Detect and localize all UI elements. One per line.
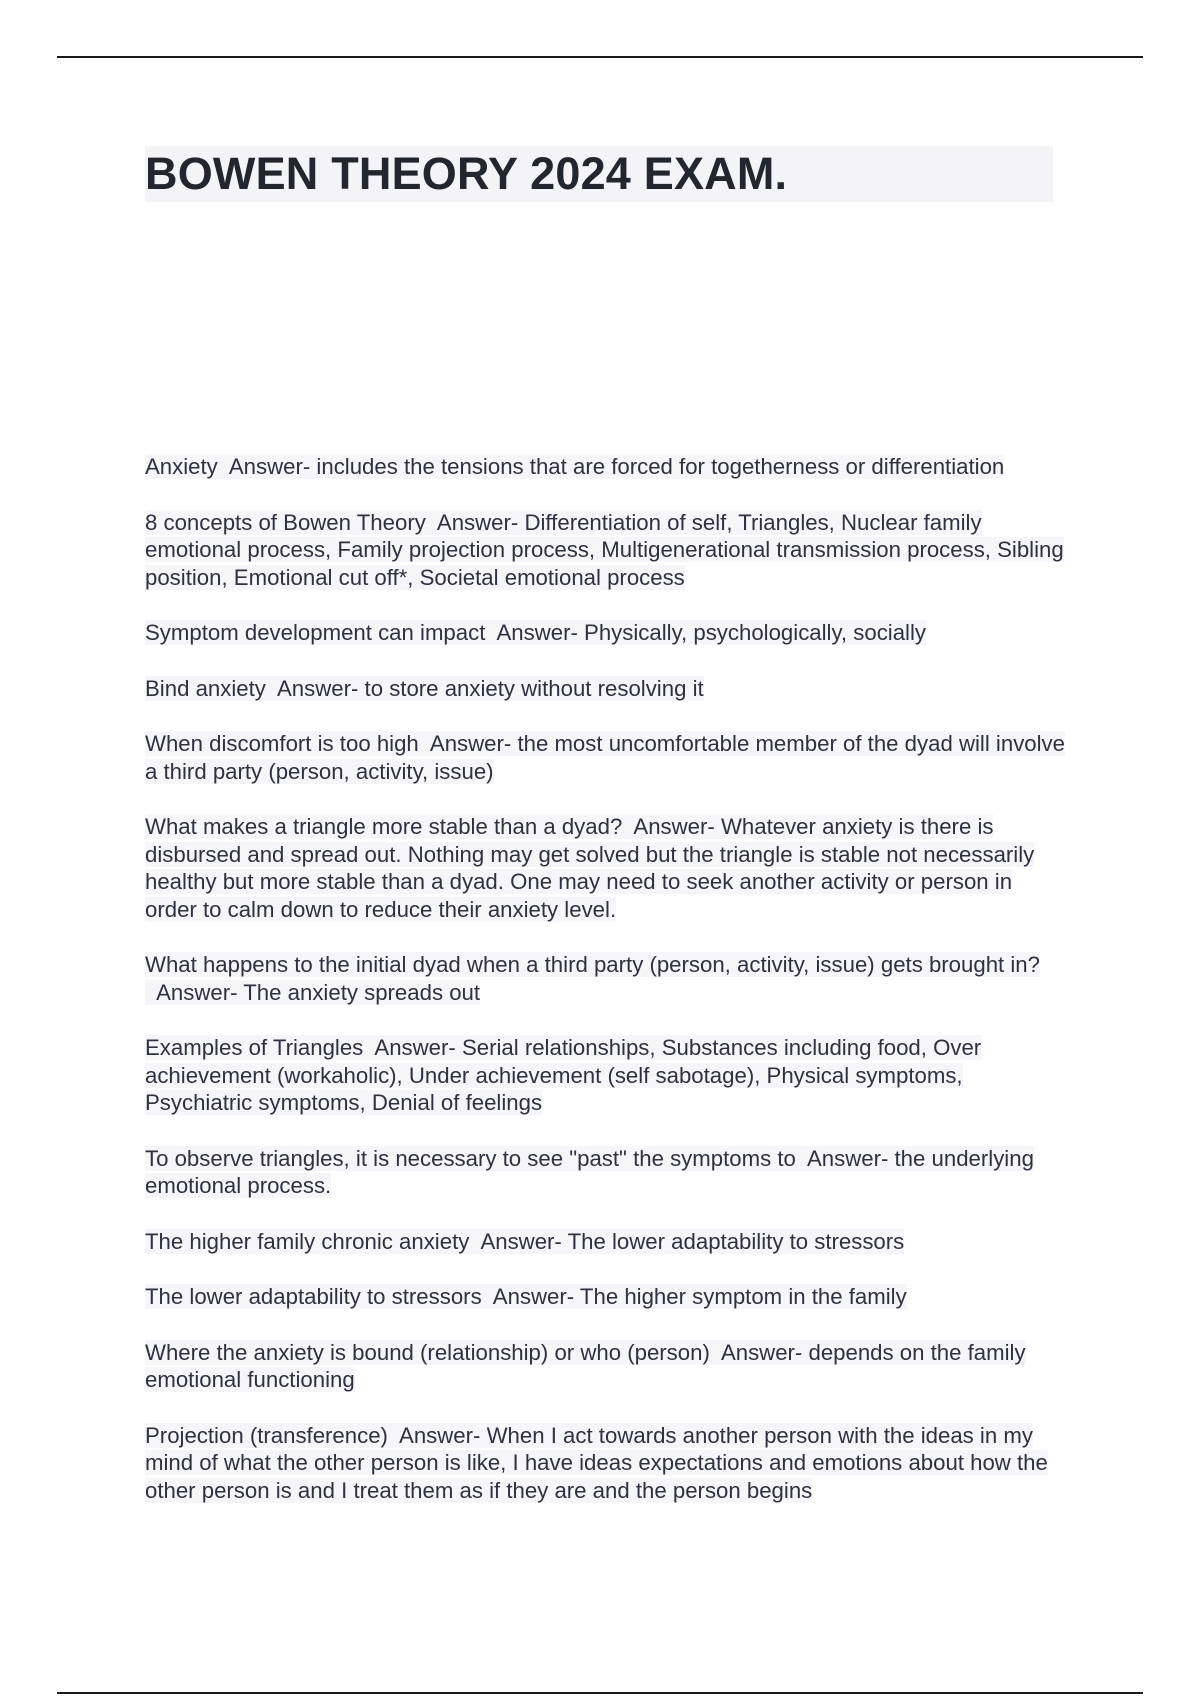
answer-label: Answer- xyxy=(276,675,359,701)
question-text: Symptom development can impact xyxy=(145,620,486,645)
answer-label: Answer- xyxy=(720,1339,803,1365)
answer-text: Serial relationships, Substances including food, Over achievement (workaholic), Under achievement (self sabotage), Physical symptoms, Psychiatric symptoms, Denial of feelings xyxy=(145,1035,982,1115)
qa-entry-text xyxy=(145,731,1065,784)
qa-entry-text xyxy=(145,620,926,645)
answer-label: Answer- xyxy=(806,1145,889,1171)
qa-entry xyxy=(145,1339,1065,1394)
answer-label: Answer- xyxy=(429,731,512,756)
question-text: What happens to the initial dyad when a third party (person, activity, issue) gets brought in? xyxy=(145,952,1040,977)
question-text: Examples of Triangles xyxy=(145,1035,364,1060)
question-text: Anxiety xyxy=(145,454,218,479)
document-title: BOWEN THEORY 2024 EXAM. xyxy=(145,148,788,199)
qa-entry-text xyxy=(145,1146,1034,1199)
answer-text: When I act towards another person with the ideas in my mind of what the other person is like, I have ideas expectations and emotions about how the other person is and I treat them as if they are and the person begins xyxy=(145,1422,1048,1503)
qa-entry-text xyxy=(145,1340,1026,1393)
answer-label: Answer- xyxy=(496,620,578,645)
answer-text: The higher symptom in the family xyxy=(579,1284,907,1309)
qa-entry xyxy=(145,619,1065,647)
qa-entry-text xyxy=(145,1035,981,1115)
qa-entry xyxy=(145,675,1065,703)
qa-entry xyxy=(145,951,1065,1006)
qa-entry xyxy=(145,1145,1065,1200)
qa-entry xyxy=(145,509,1065,592)
qa-entry-text xyxy=(145,1229,904,1254)
question-text: What makes a triangle more stable than a dyad? xyxy=(145,814,623,839)
answer-text: The anxiety spreads out xyxy=(243,979,481,1005)
qa-entry-text xyxy=(145,952,1040,1005)
qa-entry xyxy=(145,1283,1065,1311)
answer-text: includes the tensions that are forced for togetherness or differentiation xyxy=(316,454,1005,479)
question-text: Where the anxiety is bound (relationship) or who (person) xyxy=(145,1339,710,1365)
question-text: When discomfort is too high xyxy=(145,731,419,756)
question-text: To observe triangles, it is necessary to see "past" the symptoms to xyxy=(145,1145,796,1171)
answer-text: the underlying emotional process. xyxy=(145,1145,1034,1198)
question-text: 8 concepts of Bowen Theory xyxy=(145,509,426,535)
answer-label: Answer- xyxy=(633,814,715,839)
question-text: Bind anxiety xyxy=(145,675,266,701)
qa-list xyxy=(145,453,1065,1504)
answer-label: Answer- xyxy=(436,509,519,535)
answer-text: Physically, psychologically, socially xyxy=(584,620,927,645)
qa-entry-text xyxy=(145,814,1034,922)
qa-entry-text xyxy=(145,1423,1048,1503)
qa-entry-text xyxy=(145,1284,907,1309)
qa-entry xyxy=(145,1034,1065,1117)
question-text: The lower adaptability to stressors xyxy=(145,1284,482,1309)
top-rule xyxy=(57,56,1143,58)
qa-entry xyxy=(145,453,1065,481)
answer-label: Answer- xyxy=(374,1035,456,1060)
question-text: The higher family chronic anxiety xyxy=(145,1228,470,1254)
answer-label: Answer- xyxy=(399,1422,481,1448)
answer-text: depends on the family emotional functioning xyxy=(145,1339,1026,1392)
bottom-rule xyxy=(57,1692,1143,1694)
qa-entry xyxy=(145,813,1065,923)
qa-entry-text xyxy=(145,510,1064,590)
qa-entry xyxy=(145,1228,1065,1256)
answer-text: the most uncomfortable member of the dyad will involve a third party (person, activity, issue) xyxy=(145,731,1065,784)
answer-label: Answer- xyxy=(480,1228,562,1254)
qa-entry-text xyxy=(145,454,1004,479)
answer-label: Answer- xyxy=(492,1284,575,1309)
answer-text: The lower adaptability to stressors xyxy=(567,1228,905,1254)
answer-text: to store anxiety without resolving it xyxy=(364,675,704,701)
answer-text: Differentiation of self, Triangles, Nuclear family emotional process, Family projection process, Multigenerational transmission process, Sibling position, Emotional cut off*, Societal emotional process xyxy=(145,509,1064,590)
qa-entry xyxy=(145,1422,1065,1505)
qa-entry-text xyxy=(145,676,704,701)
answer-label: Answer- xyxy=(156,979,238,1005)
answer-text: Whatever anxiety is there is disbursed and spread out. Nothing may get solved but the triangle is stable not necessarily healthy but more stable than a dyad. One may need to seek another activity or person in order to calm down to reduce their anxiety level. xyxy=(145,814,1035,922)
answer-label: Answer- xyxy=(228,454,311,479)
qa-entry xyxy=(145,730,1065,785)
question-text: Projection (transference) xyxy=(145,1422,388,1448)
